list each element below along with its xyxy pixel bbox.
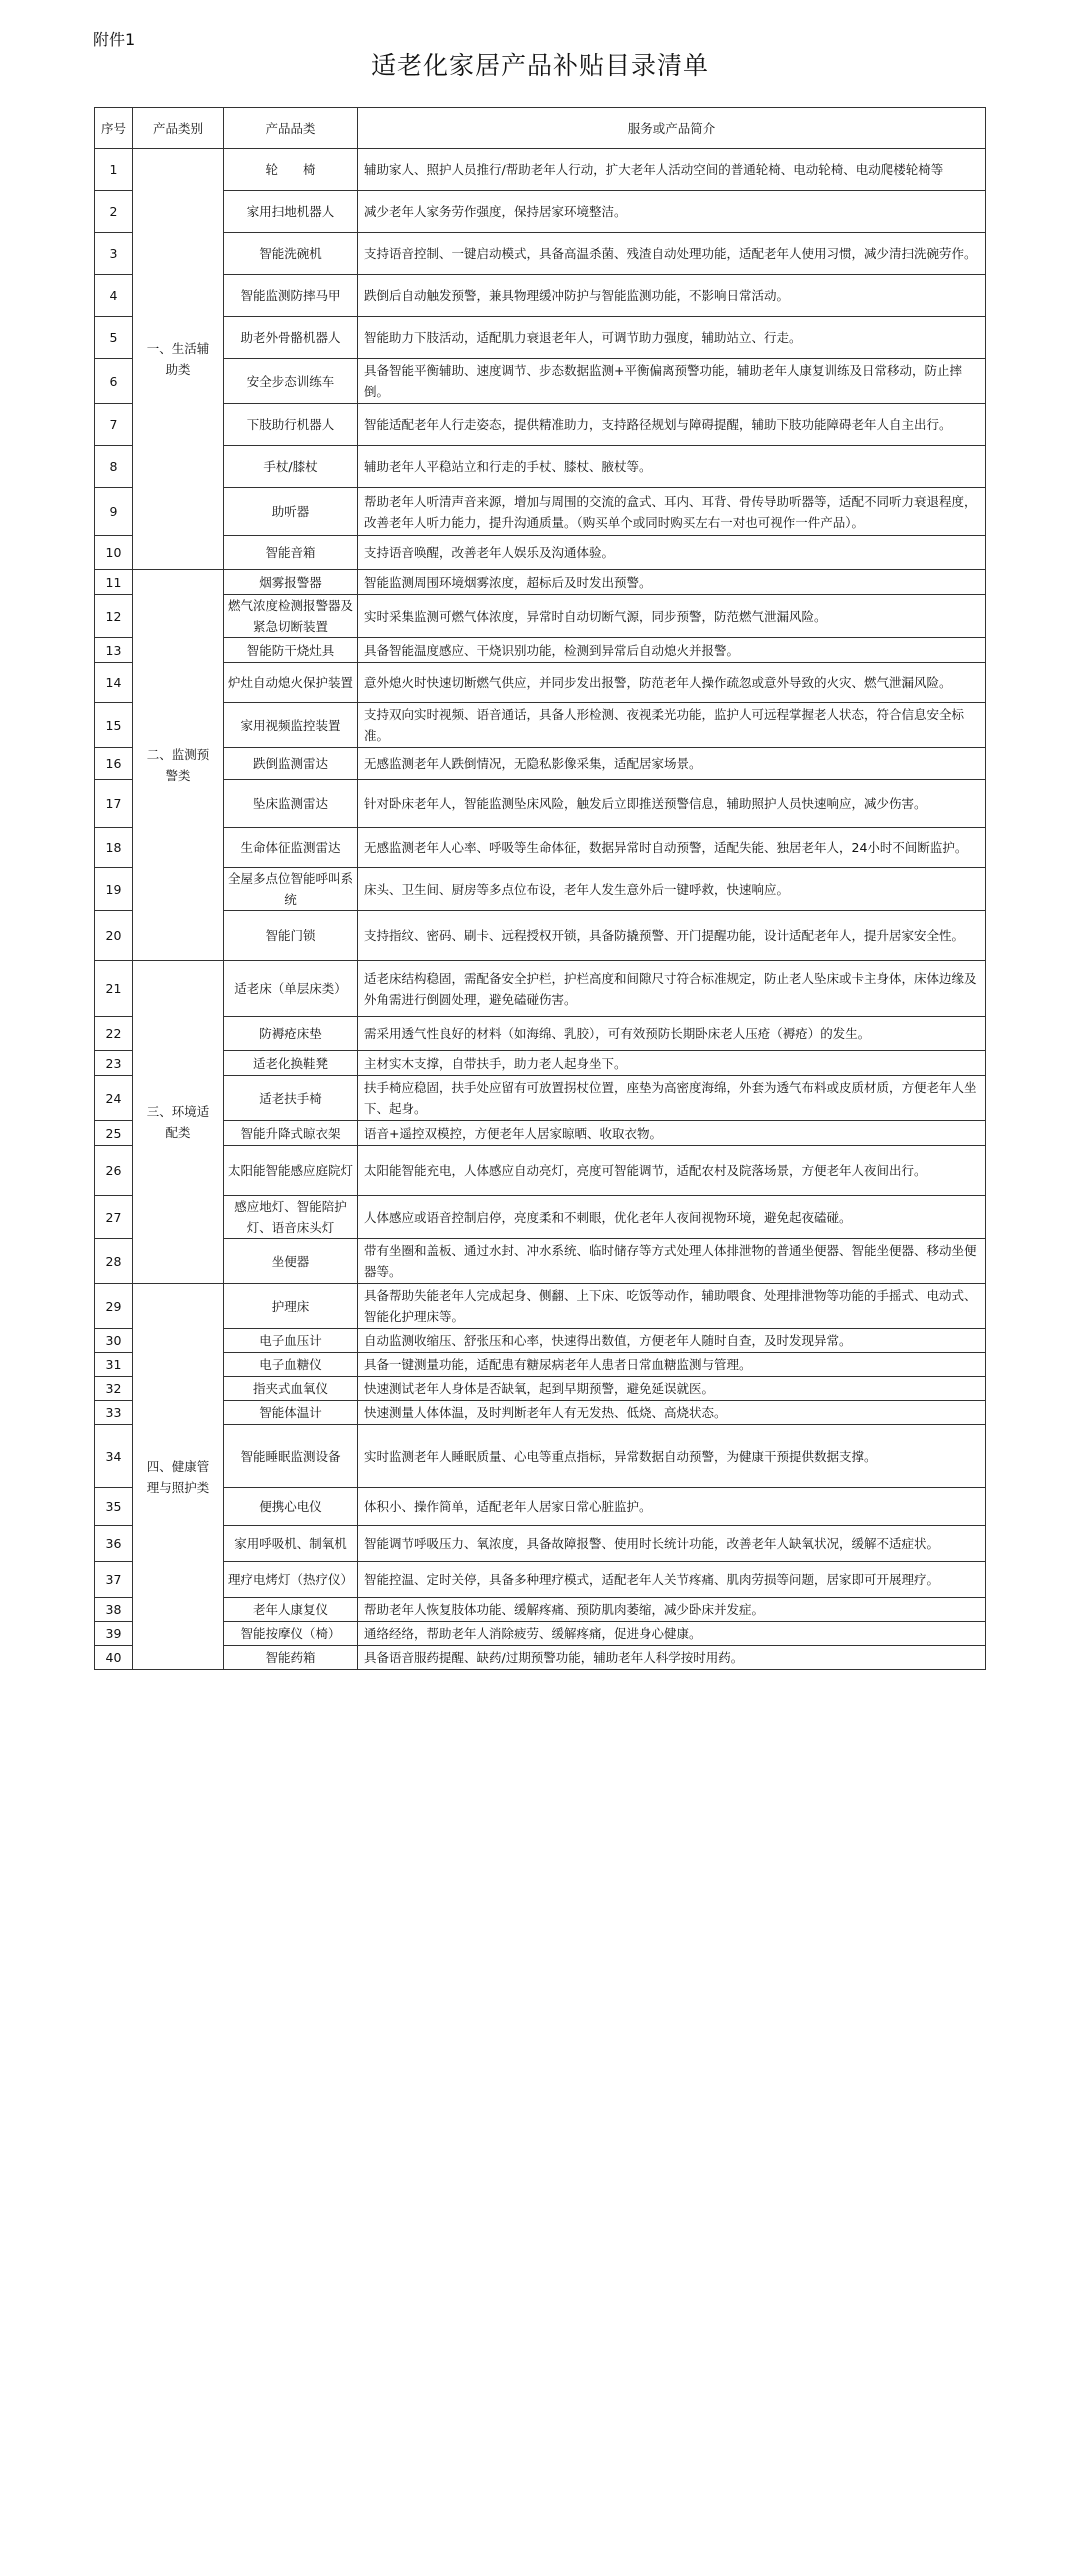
table-row: [95, 868, 986, 911]
product-name: 智能睡眠监测设备: [224, 1425, 358, 1488]
table-row: [95, 1377, 986, 1401]
product-description: 辅助老年人平稳站立和行走的手杖、膝杖、腋杖等。: [358, 446, 986, 488]
product-description: 支持语音控制、一键启动模式，具备高温杀菌、残渣自动处理功能，适配老年人使用习惯，减少清扫洗碗劳作。: [358, 233, 986, 275]
table-row: [95, 1622, 986, 1646]
product-description: 具备语音服药提醒、缺药/过期预警功能，辅助老年人科学按时用药。: [358, 1646, 986, 1670]
product-description: 意外熄火时快速切断燃气供应，并同步发出报警，防范老年人操作疏忽或意外导致的火灾、燃气泄漏风险。: [358, 663, 986, 703]
row-number: 33: [95, 1401, 133, 1425]
row-number: 23: [95, 1051, 133, 1076]
product-name: 老年人康复仪: [224, 1598, 358, 1622]
row-number: 12: [95, 595, 133, 638]
table-row: [95, 1425, 986, 1488]
table-body: [95, 149, 986, 1670]
product-name: 感应地灯、智能陪护灯、语音床头灯: [224, 1196, 358, 1239]
table-row: [95, 1488, 986, 1526]
row-number: 14: [95, 663, 133, 703]
product-description: 需采用透气性良好的材料（如海绵、乳胶），可有效预防长期卧床老人压疮（褥疮）的发生。: [358, 1017, 986, 1051]
product-name: 智能按摩仪（椅）: [224, 1622, 358, 1646]
product-description: 扶手椅应稳固，扶手处应留有可放置拐杖位置，座垫为高密度海绵，外套为透气布料或皮质材质，方便老年人坐下、起身。: [358, 1076, 986, 1121]
row-number: 40: [95, 1646, 133, 1670]
product-description: 智能控温、定时关停，具备多种理疗模式，适配老年人关节疼痛、肌肉劳损等问题，居家即可开展理疗。: [358, 1562, 986, 1598]
table-row: [95, 1239, 986, 1284]
product-description: 智能助力下肢活动，适配肌力衰退老年人，可调节助力强度，辅助站立、行走。: [358, 317, 986, 359]
product-description: 智能适配老年人行走姿态，提供精准助力，支持路径规划与障碍提醒，辅助下肢功能障碍老年人自主出行。: [358, 404, 986, 446]
product-description: 实时采集监测可燃气体浓度，异常时自动切断气源，同步预警，防范燃气泄漏风险。: [358, 595, 986, 638]
product-name: 智能药箱: [224, 1646, 358, 1670]
product-description: 帮助老年人恢复肢体功能、缓解疼痛、预防肌肉萎缩，减少卧床并发症。: [358, 1598, 986, 1622]
table-row: [95, 149, 986, 191]
product-name: 炉灶自动熄火保护装置: [224, 663, 358, 703]
product-description: 自动监测收缩压、舒张压和心率，快速得出数值，方便老年人随时自查，及时发现异常。: [358, 1329, 986, 1353]
table-row: [95, 233, 986, 275]
product-name: 电子血糖仪: [224, 1353, 358, 1377]
product-description: 跌倒后自动触发预警，兼具物理缓冲防护与智能监测功能，不影响日常活动。: [358, 275, 986, 317]
product-name: 跌倒监测雷达: [224, 748, 358, 780]
table-row: [95, 275, 986, 317]
row-number: 8: [95, 446, 133, 488]
table-row: [95, 828, 986, 868]
row-number: 3: [95, 233, 133, 275]
product-description: 体积小、操作简单，适配老年人居家日常心脏监护。: [358, 1488, 986, 1526]
table-row: [95, 1353, 986, 1377]
row-number: 34: [95, 1425, 133, 1488]
table-row: [95, 317, 986, 359]
product-name: 坐便器: [224, 1239, 358, 1284]
table-row: [95, 1329, 986, 1353]
row-number: 9: [95, 488, 133, 536]
product-description: 具备智能温度感应、干烧识别功能，检测到异常后自动熄火并报警。: [358, 638, 986, 663]
product-description: 智能调节呼吸压力、氧浓度，具备故障报警、使用时长统计功能，改善老年人缺氧状况，缓解不适症状。: [358, 1526, 986, 1562]
row-number: 15: [95, 703, 133, 748]
table-row: [95, 1562, 986, 1598]
product-name: 防褥疮床垫: [224, 1017, 358, 1051]
product-description: 支持语音唤醒，改善老年人娱乐及沟通体验。: [358, 536, 986, 570]
product-name: 太阳能智能感应庭院灯: [224, 1146, 358, 1196]
row-number: 1: [95, 149, 133, 191]
table-row: [95, 1076, 986, 1121]
product-name: 适老床（单层床类）: [224, 961, 358, 1017]
product-name: 护理床: [224, 1284, 358, 1329]
row-number: 36: [95, 1526, 133, 1562]
product-name: 便携心电仪: [224, 1488, 358, 1526]
header-product: 产品品类: [224, 108, 358, 149]
table-row: [95, 404, 986, 446]
table-row: [95, 748, 986, 780]
table-row: [95, 1284, 986, 1329]
row-number: 24: [95, 1076, 133, 1121]
row-number: 16: [95, 748, 133, 780]
product-description: 无感监测老年人心率、呼吸等生命体征，数据异常时自动预警，适配失能、独居老年人，24小时不间断监护。: [358, 828, 986, 868]
row-number: 13: [95, 638, 133, 663]
product-name: 生命体征监测雷达: [224, 828, 358, 868]
row-number: 39: [95, 1622, 133, 1646]
product-name: 电子血压计: [224, 1329, 358, 1353]
product-name: 理疗电烤灯（热疗仪）: [224, 1562, 358, 1598]
product-description: 快速测试老年人身体是否缺氧，起到早期预警，避免延误就医。: [358, 1377, 986, 1401]
table-row: [95, 1146, 986, 1196]
product-description: 语音+遥控双模控，方便老年人居家晾晒、收取衣物。: [358, 1121, 986, 1146]
row-number: 6: [95, 359, 133, 404]
product-name: 坠床监测雷达: [224, 780, 358, 828]
table-row: [95, 488, 986, 536]
row-number: 5: [95, 317, 133, 359]
table-row: [95, 1646, 986, 1670]
row-number: 11: [95, 570, 133, 595]
product-description: 人体感应或语音控制启停，亮度柔和不刺眼，优化老年人夜间视物环境，避免起夜磕碰。: [358, 1196, 986, 1239]
row-number: 32: [95, 1377, 133, 1401]
row-number: 18: [95, 828, 133, 868]
product-description: 具备智能平衡辅助、速度调节、步态数据监测+平衡偏离预警功能，辅助老年人康复训练及日常移动，防止摔倒。: [358, 359, 986, 404]
product-name: 智能门锁: [224, 911, 358, 961]
product-name: 家用扫地机器人: [224, 191, 358, 233]
table-row: [95, 1196, 986, 1239]
table-row: [95, 536, 986, 570]
product-name: 手杖/膝杖: [224, 446, 358, 488]
product-name: 智能防干烧灶具: [224, 638, 358, 663]
product-description: 辅助家人、照护人员推行/帮助老年人行动，扩大老年人活动空间的普通轮椅、电动轮椅、电动爬楼轮椅等: [358, 149, 986, 191]
product-description: 快速测量人体体温，及时判断老年人有无发热、低烧、高烧状态。: [358, 1401, 986, 1425]
product-description: 主材实木支撑，自带扶手，助力老人起身坐下。: [358, 1051, 986, 1076]
header-description: 服务或产品简介: [358, 108, 986, 149]
row-number: 35: [95, 1488, 133, 1526]
product-name: 智能音箱: [224, 536, 358, 570]
product-name: 智能升降式晾衣架: [224, 1121, 358, 1146]
table-row: [95, 638, 986, 663]
header-category: 产品类别: [133, 108, 224, 149]
row-number: 30: [95, 1329, 133, 1353]
product-description: 具备帮助失能老年人完成起身、侧翻、上下床、吃饭等动作，辅助喂食、处理排泄物等功能的手摇式、电动式、智能化护理床等。: [358, 1284, 986, 1329]
table-row: [95, 570, 986, 595]
row-number: 25: [95, 1121, 133, 1146]
product-description: 智能监测周围环境烟雾浓度，超标后及时发出预警。: [358, 570, 986, 595]
category-cell: 一、生活辅助类: [133, 149, 224, 570]
row-number: 2: [95, 191, 133, 233]
category-cell: 二、监测预警类: [133, 570, 224, 961]
product-description: 实时监测老年人睡眠质量、心电等重点指标，异常数据自动预警，为健康干预提供数据支撑。: [358, 1425, 986, 1488]
row-number: 22: [95, 1017, 133, 1051]
table-header-row: [95, 108, 986, 149]
product-name: 智能体温计: [224, 1401, 358, 1425]
product-description: 适老床结构稳固，需配备安全护栏，护栏高度和间隙尺寸符合标准规定，防止老人坠床或卡主身体，床体边缘及外角需进行倒圆处理，避免磕碰伤害。: [358, 961, 986, 1017]
row-number: 29: [95, 1284, 133, 1329]
product-description: 床头、卫生间、厨房等多点位布设，老年人发生意外后一键呼救，快速响应。: [358, 868, 986, 911]
product-name: 智能监测防摔马甲: [224, 275, 358, 317]
product-description: 太阳能智能充电，人体感应自动亮灯，亮度可智能调节，适配农村及院落场景，方便老年人夜间出行。: [358, 1146, 986, 1196]
product-description: 减少老年人家务劳作强度，保持居家环境整洁。: [358, 191, 986, 233]
product-name: 助老外骨骼机器人: [224, 317, 358, 359]
product-description: 具备一键测量功能，适配患有糖尿病老年人患者日常血糖监测与管理。: [358, 1353, 986, 1377]
product-name: 轮 椅: [224, 149, 358, 191]
page-title: 适老化家居产品补贴目录清单: [370, 51, 709, 80]
product-name: 指夹式血氧仪: [224, 1377, 358, 1401]
table-row: [95, 780, 986, 828]
product-description: 支持指纹、密码、刷卡、远程授权开锁，具备防撬预警、开门提醒功能，设计适配老年人，提升居家安全性。: [358, 911, 986, 961]
table-row: [95, 1121, 986, 1146]
category-cell: 四、健康管理与照护类: [133, 1284, 224, 1670]
row-number: 4: [95, 275, 133, 317]
row-number: 38: [95, 1598, 133, 1622]
row-number: 17: [95, 780, 133, 828]
category-cell: 三、环境适配类: [133, 961, 224, 1284]
product-catalog-table: [94, 107, 986, 1670]
row-number: 10: [95, 536, 133, 570]
row-number: 37: [95, 1562, 133, 1598]
attachment-label: 附件1: [93, 30, 136, 49]
product-description: 帮助老年人听清声音来源，增加与周围的交流的盒式、耳内、耳背、骨传导助听器等，适配不同听力衰退程度，改善老年人听力能力，提升沟通质量。（购买单个或同时购买左右一对也可视作一件产品）。: [358, 488, 986, 536]
table-row: [95, 703, 986, 748]
product-name: 安全步态训练车: [224, 359, 358, 404]
product-name: 烟雾报警器: [224, 570, 358, 595]
table-row: [95, 911, 986, 961]
header-no: 序号: [95, 108, 133, 149]
product-name: 助听器: [224, 488, 358, 536]
table-row: [95, 1051, 986, 1076]
table-row: [95, 663, 986, 703]
product-name: 智能洗碗机: [224, 233, 358, 275]
row-number: 20: [95, 911, 133, 961]
table-row: [95, 1526, 986, 1562]
table-row: [95, 191, 986, 233]
product-name: 燃气浓度检测报警器及紧急切断装置: [224, 595, 358, 638]
product-name: 下肢助行机器人: [224, 404, 358, 446]
row-number: 28: [95, 1239, 133, 1284]
row-number: 21: [95, 961, 133, 1017]
table-row: [95, 446, 986, 488]
product-description: 支持双向实时视频、语音通话，具备人形检测、夜视柔光功能，监护人可远程掌握老人状态，符合信息安全标准。: [358, 703, 986, 748]
table-row: [95, 961, 986, 1017]
row-number: 7: [95, 404, 133, 446]
row-number: 31: [95, 1353, 133, 1377]
product-name: 家用呼吸机、制氧机: [224, 1526, 358, 1562]
product-description: 无感监测老年人跌倒情况，无隐私影像采集，适配居家场景。: [358, 748, 986, 780]
table-row: [95, 1598, 986, 1622]
table-row: [95, 1401, 986, 1425]
product-description: 通络经络，帮助老年人消除疲劳、缓解疼痛，促进身心健康。: [358, 1622, 986, 1646]
product-name: 适老扶手椅: [224, 1076, 358, 1121]
product-name: 全屋多点位智能呼叫系统: [224, 868, 358, 911]
table-row: [95, 595, 986, 638]
product-name: 家用视频监控装置: [224, 703, 358, 748]
row-number: 27: [95, 1196, 133, 1239]
row-number: 19: [95, 868, 133, 911]
table-row: [95, 1017, 986, 1051]
product-description: 带有坐圈和盖板、通过水封、冲水系统、临时储存等方式处理人体排泄物的普通坐便器、智能坐便器、移动坐便器等。: [358, 1239, 986, 1284]
row-number: 26: [95, 1146, 133, 1196]
product-description: 针对卧床老年人，智能监测坠床风险，触发后立即推送预警信息，辅助照护人员快速响应，减少伤害。: [358, 780, 986, 828]
product-name: 适老化换鞋凳: [224, 1051, 358, 1076]
table-row: [95, 359, 986, 404]
